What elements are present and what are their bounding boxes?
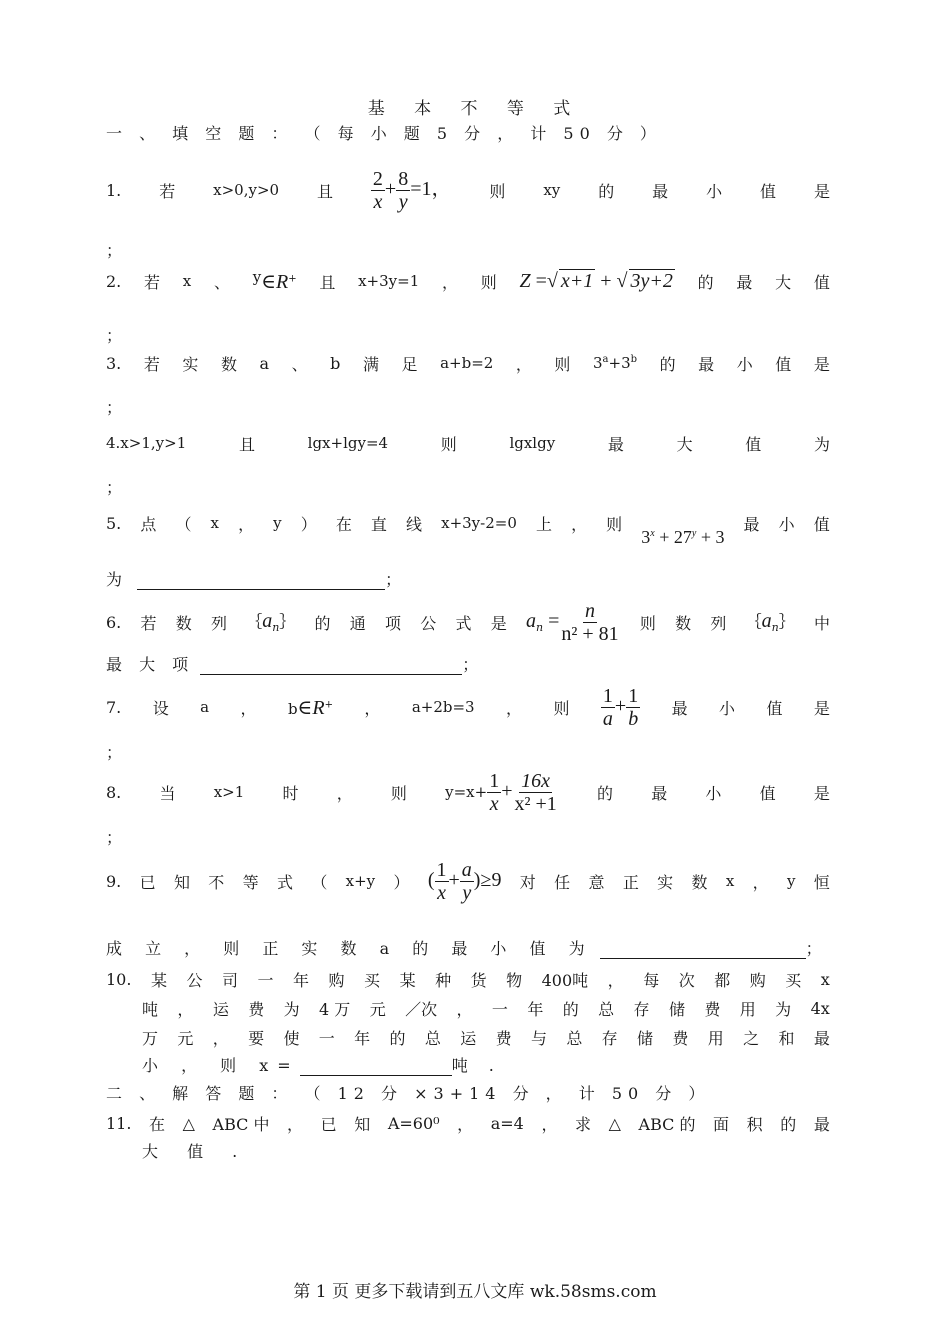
text-token: 某 (150, 970, 167, 990)
text-token: 最 (813, 1028, 830, 1048)
text-token: 一 (491, 999, 508, 1019)
text-token: ／次 (405, 999, 438, 1019)
text-token: 要 (248, 1028, 265, 1048)
q1-semicolon: ； (106, 241, 123, 260)
text-token: 知 (354, 1114, 371, 1134)
text-token: 为 (775, 999, 792, 1019)
text-token: 的 (562, 999, 579, 1019)
q9-formula: ( $\frac{1}{x}$ + $\frac{a}{y}$ )≥9 (427, 858, 502, 904)
text-token: x (820, 969, 830, 989)
question-11-line-1 (106, 1110, 830, 1136)
q1-formula: $\frac{2}{x}$ + $\frac{8}{y}$ =1， (372, 167, 452, 213)
text-token: 货 (470, 970, 487, 990)
text-token: A=60⁰ (387, 1113, 440, 1133)
text-token: 一 (257, 970, 274, 990)
text-token: 运 (212, 999, 229, 1019)
text-token: 年 (293, 970, 310, 990)
text-token: ABC 中 (212, 1114, 270, 1134)
text-token: ， (457, 1114, 474, 1134)
text-token: △ (182, 1113, 195, 1133)
text-token: 积 (746, 1114, 763, 1134)
q8-semicolon: ； (106, 828, 123, 847)
section-2-heading: 二 、 解 答 题 ： （ 12 分 ×3+14 分 ， 计 50 分 ） (106, 1084, 711, 1103)
text-token: 面 (713, 1114, 730, 1134)
text-token: 400吨 (541, 970, 589, 990)
q6-answer-line: 最 大 项 ； (106, 655, 479, 674)
text-token: ， (287, 1114, 304, 1134)
text-token: 总 (424, 1028, 441, 1048)
text-token: 4 万 (319, 999, 351, 1019)
text-token: 在 (149, 1114, 166, 1134)
q5-answer-line: 为 ； (106, 570, 402, 589)
text-token: ， (177, 999, 194, 1019)
text-token: 为 (283, 999, 300, 1019)
question-7: 7. 设 a ， b∈R+ ， a+2b=3 ， 则 $\frac{1}{a}$ + $\frac{1}{b}$ 最 小 值 是 (106, 684, 830, 730)
page-footer: 第 1 页 更多下载请到五八文库 wk.58sms.com (293, 1282, 657, 1302)
text-token: 公 (186, 970, 203, 990)
question-2: 2. 若 x 、 y∈R+ 且 x+3y=1 ， 则 Z =√ x+1 + √ 3y+2 的 最 大 值 (106, 268, 830, 293)
text-token: 费 (672, 1028, 689, 1048)
text-token: ABC 的 (638, 1114, 696, 1134)
text-token: 年 (354, 1028, 371, 1048)
text-token: 次 (678, 970, 695, 990)
text-token: ， (212, 1028, 229, 1048)
text-token: 存 (601, 1028, 618, 1048)
text-token: 之 (743, 1028, 760, 1048)
q9-answer-blank[interactable] (600, 940, 806, 959)
text-token: 购 (328, 970, 345, 990)
text-token: 存 (633, 999, 650, 1019)
question-10-line-4: 小 ， 则 x= 吨 . (142, 1056, 502, 1075)
text-token: 买 (785, 970, 802, 990)
section-1-heading: 一 、 填 空 题 ： （ 每 小 题 5 分 ， 计 50 分 ） (106, 124, 662, 143)
q6-answer-blank[interactable] (200, 656, 462, 675)
text-token: ， (541, 1114, 558, 1134)
question-5: 5. 点 （ x ， y ） 在 直 线 x+3y-2=0 上 ， 则 $3^x + 27^y + 3$ 最 小 值 (106, 513, 830, 547)
q2-semicolon: ； (106, 326, 123, 345)
text-token: 费 (495, 1028, 512, 1048)
text-token: △ (608, 1113, 621, 1133)
text-token: 使 (283, 1028, 300, 1048)
text-token: 用 (707, 1028, 724, 1048)
text-token: 万 (142, 1028, 159, 1048)
q7-semicolon: ； (106, 743, 123, 762)
text-token: 已 (320, 1114, 337, 1134)
q9-answer-line: 成 立 ， 则 正 实 数 a 的 最 小 值 为 ； (106, 939, 822, 958)
q8-formula: y=x+ $\frac{1}{x}$ + $\frac{16x}{\text{x² +1}}$ (445, 769, 557, 815)
q5-answer-blank[interactable] (137, 571, 385, 590)
text-token: 购 (749, 970, 766, 990)
question-10-line-1 (106, 966, 830, 992)
q5-formula: $3^x + 27^y + 3$ (641, 526, 725, 547)
text-token: 某 (399, 970, 416, 990)
text-token: 元 (369, 999, 386, 1019)
text-token: 元 (177, 1028, 194, 1048)
text-token: a=4 (490, 1113, 524, 1133)
question-11-line-2: 大 值 . (142, 1142, 250, 1161)
text-token: 11. (106, 1113, 132, 1133)
text-token: 一 (318, 1028, 335, 1048)
text-token: 4x (810, 998, 830, 1018)
text-token: 与 (530, 1028, 547, 1048)
q7-formula: $\frac{1}{a}$ + $\frac{1}{b}$ (602, 684, 639, 730)
text-token: 买 (364, 970, 381, 990)
text-token: 费 (704, 999, 721, 1019)
text-token: 的 (389, 1028, 406, 1048)
text-token: 种 (435, 970, 452, 990)
q6-formula: $a_n$ = $\frac{n}{\text{n² + 81}}$ (525, 599, 619, 645)
text-token: 最 (813, 1114, 830, 1134)
question-10-line-2 (142, 995, 830, 1021)
text-token: 物 (506, 970, 523, 990)
text-token: ， (456, 999, 473, 1019)
question-9: 9. 已 知 不 等 式 （ x+y ） ( $\frac{1}{x}$ + $\frac{a}{y}$ )≥9 对 任 意 正 实 数 x ， y 恒 (106, 858, 830, 904)
text-token: 总 (566, 1028, 583, 1048)
q3-semicolon: ； (106, 398, 123, 417)
text-token: 10. (106, 969, 132, 989)
text-token: 每 (643, 970, 660, 990)
question-10-line-3 (142, 1024, 830, 1050)
q10-answer-blank[interactable] (300, 1057, 452, 1076)
q4-semicolon: ； (106, 478, 123, 497)
question-4: 4.x>1,y>1 且 lgx+lgy=4 则 lgxlgy 最 大 值 为 (106, 434, 830, 454)
text-token: 储 (668, 999, 685, 1019)
text-token: 用 (739, 999, 756, 1019)
text-token: 年 (527, 999, 544, 1019)
text-token: 总 (598, 999, 615, 1019)
text-token: 司 (221, 970, 238, 990)
text-token: 储 (637, 1028, 654, 1048)
text-token: 的 (780, 1114, 797, 1134)
text-token: 都 (714, 970, 731, 990)
question-1: 1. 若 x>0,y>0 且 $\frac{2}{x}$ + $\frac{8}{y}$ =1， 则 xy 的 最 小 值 是 (106, 167, 830, 213)
text-token: 求 (575, 1114, 592, 1134)
text-token: 费 (248, 999, 265, 1019)
question-6: 6. 若 数 列 $\{a_n\}$ 的 通 项 公 式 是 $a_n$ = $\frac{n}{\text{n² + 81}}$ 则 数 列 $\{a_n\}$ 中 (106, 599, 830, 645)
text-token: ， (607, 970, 624, 990)
text-token: 运 (460, 1028, 477, 1048)
question-3: 3. 若 实 数 a 、 b 满 足 a+b=2 ， 则 $3^a+3^b$ 的 最 小 值 是 (106, 353, 830, 374)
q2-formula: Z =√ x+1 + √ 3y+2 (519, 270, 673, 292)
question-8: 8. 当 x>1 时 ， 则 y=x+ $\frac{1}{x}$ + $\frac{16x}{\text{x² +1}}$ 的 最 小 值 是 (106, 769, 830, 815)
text-token: 吨 (142, 999, 159, 1019)
text-token: 和 (778, 1028, 795, 1048)
page-title: 基 本 不 等 式 (367, 99, 583, 119)
